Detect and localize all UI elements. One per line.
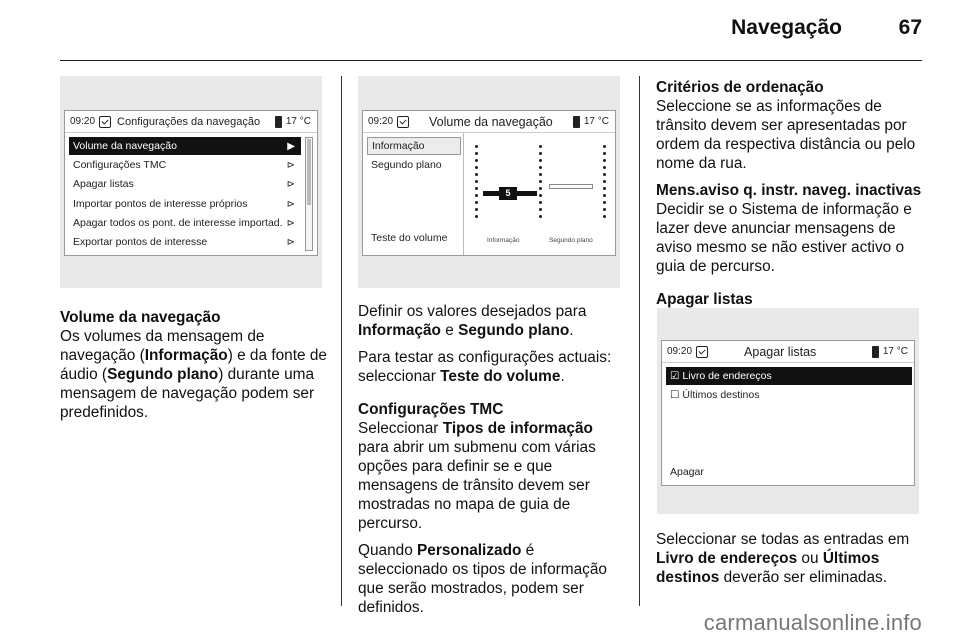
option-informacao[interactable] (367, 137, 461, 155)
bold-term: Livro de endereços (656, 550, 798, 567)
list-item-label: Últimos destinos (682, 389, 760, 401)
chevron-right-icon: ⊳ (286, 159, 295, 171)
bold-term: Tipos de informação (442, 420, 593, 437)
menu-item-delete-poi[interactable] (69, 214, 301, 232)
info-volume-value: 5 (499, 187, 517, 200)
text: Quando (358, 542, 418, 559)
bold-term: Segundo plano (458, 322, 570, 339)
paragraph (656, 290, 924, 309)
screen3-temp (872, 346, 908, 358)
option-label: Teste do volume (371, 232, 448, 244)
page-header-title: Navegação (731, 16, 842, 39)
text: Para testar as configurações actuais: seleccionar (358, 349, 612, 385)
list-item-label: Livro de endereços (682, 370, 772, 382)
text: ou (797, 550, 823, 567)
column-3-bottom (656, 530, 926, 595)
screen1-time: 09:20 (70, 116, 96, 127)
heading-mens-aviso: Mens.aviso q. instr. naveg. inactivas (656, 182, 922, 199)
screen1-display (64, 110, 318, 256)
paragraph (358, 541, 628, 617)
page-number: 67 (898, 16, 922, 39)
background-volume-bar[interactable] (549, 184, 593, 189)
screen1-title: Configurações da navegação (117, 115, 261, 128)
dotted-scale-left (475, 145, 478, 222)
column-divider-1 (341, 76, 342, 606)
bold-term: Segundo plano (107, 366, 219, 383)
option-label: Informação (372, 140, 425, 152)
screen2-temp (573, 116, 609, 128)
screen3-panel (657, 308, 919, 514)
apagar-button[interactable] (666, 463, 766, 481)
screen1-panel (60, 76, 322, 288)
text: deverão ser eliminadas. (719, 569, 887, 586)
menu-item-export-poi[interactable] (69, 233, 301, 251)
menu-item-label: Apagar todos os pont. de interesse importad. (73, 217, 283, 229)
text: ) durante uma mensagem de navegação podem ser predefinidos. (60, 366, 315, 421)
thermometer-icon (275, 116, 282, 128)
menu-item-label: Importar pontos de interesse próprios (73, 198, 248, 210)
screen3-display (661, 340, 915, 486)
screen2-temp-value: 17 °C (583, 116, 609, 127)
screen1-temp (275, 116, 311, 128)
screen3-time: 09:20 (667, 346, 693, 357)
checkbox-checked-icon: ☑ (670, 370, 680, 382)
text: Os volumes da mensagem de navegação ( (60, 328, 265, 364)
paragraph (358, 348, 628, 386)
list-item-ultimos-destinos[interactable] (666, 386, 912, 404)
check-icon (397, 116, 409, 128)
list-item-livro-enderecos[interactable] (666, 367, 912, 385)
paragraph (656, 530, 926, 587)
text: para abrir um submenu com várias opções para definir se e que mensagens de trânsito devem ser mostradas no mapa de guia de percurso. (358, 439, 596, 532)
column-1 (60, 308, 330, 430)
text: Seleccione se as informações de trânsito devem ser apresentadas por ordem da respectiva distância ou pelo nome da rua. (656, 98, 916, 172)
menu-item-import-poi[interactable] (69, 195, 301, 213)
screen2-title: Volume da navegação (429, 114, 553, 129)
text: Decidir se o Sistema de informação e lazer deve anunciar mensagens de aviso mesmo se não estiver activo o guia de percurso. (656, 201, 912, 275)
screen2-panel (358, 76, 620, 288)
header-rule (60, 60, 922, 61)
screen2-divider (463, 133, 464, 255)
paragraph (656, 78, 924, 173)
chevron-right-icon: ⊳ (286, 198, 295, 210)
menu-item-tmc[interactable] (69, 156, 301, 174)
apagar-label: Apagar (670, 466, 704, 478)
dotted-scale-mid (539, 145, 542, 222)
dotted-scale-right (603, 145, 606, 222)
text: Seleccionar se todas as entradas em (656, 531, 910, 548)
menu-item-clear-lists[interactable] (69, 175, 301, 193)
screen1-scrollbar[interactable] (305, 137, 313, 251)
menu-item-volume[interactable] (69, 137, 301, 155)
check-icon (696, 346, 708, 358)
heading-configuracoes-tmc: Configurações TMC (358, 401, 504, 418)
scrollbar-thumb[interactable] (307, 139, 311, 205)
paragraph (358, 302, 628, 340)
heading-apagar-listas: Apagar listas (656, 291, 753, 308)
option-teste-volume[interactable] (367, 229, 461, 247)
text: é seleccionado os tipos de informação que serão mostrados, podem ser definidos. (358, 542, 607, 616)
text: e (440, 322, 459, 339)
chevron-right-icon: ⊳ (286, 178, 295, 190)
checkbox-icon: ☐ (670, 389, 680, 401)
column-3 (656, 78, 924, 317)
text: Seleccionar (358, 420, 443, 437)
screen3-title: Apagar listas (744, 344, 817, 359)
text: . (569, 322, 574, 339)
thermometer-icon (872, 346, 879, 358)
menu-item-label: Exportar pontos de interesse (73, 236, 208, 248)
screen1-temp-value: 17 °C (285, 116, 311, 127)
paragraph (656, 181, 924, 276)
bold-term: Informação (358, 322, 441, 339)
heading-criterios-ordenacao: Critérios de ordenação (656, 79, 824, 96)
screen1-status-bar (65, 111, 317, 133)
option-segundo-plano[interactable] (367, 156, 461, 174)
heading-volume-navegacao: Volume da navegação (60, 309, 221, 326)
screen2-status-bar (363, 111, 615, 133)
text: . (560, 368, 565, 385)
chevron-right-icon: ⊳ (286, 217, 295, 229)
screen2-display (362, 110, 616, 256)
menu-item-label: Apagar listas (73, 178, 134, 190)
bold-term: Teste do volume (440, 368, 561, 385)
watermark: carmanualsonline.info (703, 610, 922, 635)
option-label: Segundo plano (371, 159, 442, 171)
bold-term: Informação (144, 347, 228, 364)
column-divider-2 (639, 76, 640, 606)
screen3-status-bar (662, 341, 914, 363)
text: ) e da fonte de áudio ( (60, 347, 327, 383)
screen2-time: 09:20 (368, 116, 394, 127)
label-informacao: Informação (487, 237, 520, 244)
label-segundo-plano: Segundo plano (549, 237, 593, 244)
bold-term: Últimos destinos (656, 550, 880, 586)
chevron-right-icon: ⊳ (286, 236, 295, 248)
screen3-temp-value: 17 °C (882, 346, 908, 357)
column-2 (358, 302, 628, 625)
text: Definir os valores desejados para (358, 303, 587, 320)
thermometer-icon (573, 116, 580, 128)
paragraph (358, 400, 628, 533)
check-icon (99, 116, 111, 128)
menu-item-label: Configurações TMC (73, 159, 167, 171)
menu-item-label: Volume da navegação (73, 140, 177, 152)
bold-term: Personalizado (417, 542, 522, 559)
chevron-right-icon: ▶ (287, 140, 295, 152)
